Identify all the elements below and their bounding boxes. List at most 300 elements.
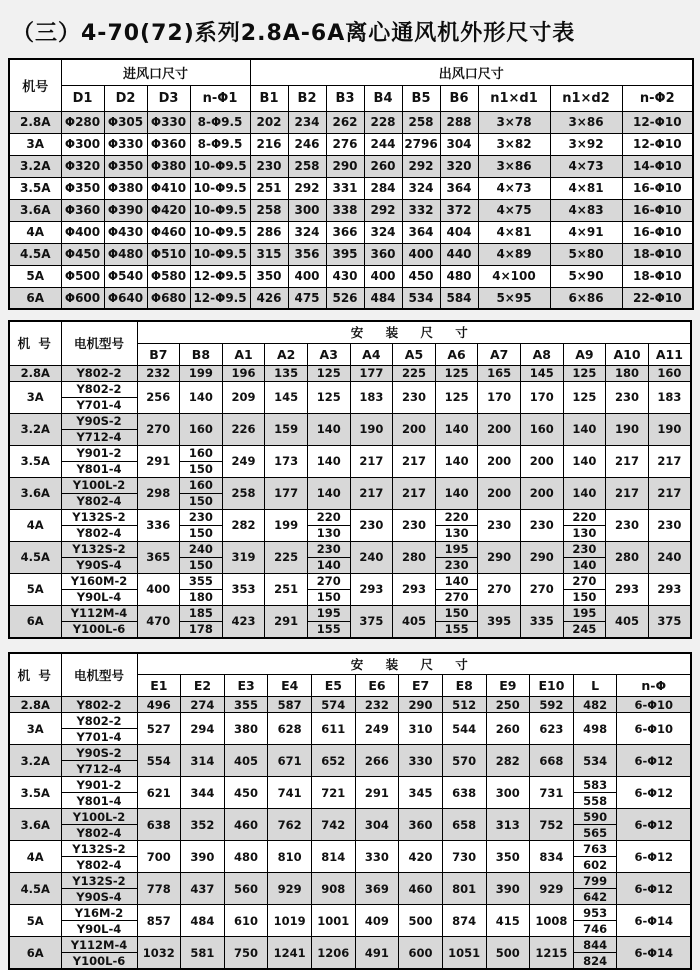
value: 220 [308, 510, 350, 525]
value-cell: 10-Φ9.5 [190, 243, 250, 265]
machine-no-cell: 4A [9, 221, 61, 243]
value-cell: 293 [350, 573, 393, 605]
value-cell: 200 [520, 445, 563, 477]
value-cell: 592 [530, 697, 574, 713]
value-cell: 16-Φ10 [622, 177, 693, 199]
value-cell: 170 [478, 381, 521, 413]
split-cell [308, 542, 350, 573]
value-cell [435, 541, 478, 573]
machine-no-header: 机 号 [9, 653, 61, 697]
value-cell [180, 605, 223, 638]
value-cell [180, 573, 223, 605]
value: 195 [564, 606, 606, 621]
table-row [9, 445, 691, 477]
value-cell: 230 [250, 155, 288, 177]
value: 178 [180, 621, 222, 637]
value-cell: 232 [355, 697, 399, 713]
machine-no-cell: 5A [9, 265, 61, 287]
motor-model: Y901-2 [62, 777, 137, 792]
value-cell: 293 [606, 573, 649, 605]
value-cell [307, 541, 350, 573]
value: 130 [436, 525, 478, 541]
machine-no-cell: 4.5A [9, 243, 61, 265]
table-row [9, 221, 693, 243]
value-cell: 246 [288, 133, 326, 155]
value-cell: 330 [399, 745, 443, 777]
value-cell: 266 [355, 745, 399, 777]
value-cell: 196 [222, 365, 265, 381]
table-row [9, 111, 693, 133]
split-cell [62, 574, 137, 605]
value-cell: 638 [442, 777, 486, 809]
value-cell: 135 [265, 365, 308, 381]
installation-dimensions-table-e [8, 652, 692, 970]
motor-model-cell [61, 445, 137, 477]
table-row [9, 713, 691, 745]
value-cell: 355 [224, 697, 268, 713]
table-body [9, 111, 693, 309]
value-cell: 584 [440, 287, 478, 309]
machine-no-cell: 5A [9, 905, 61, 937]
value-cell: 300 [486, 777, 530, 809]
table-row [9, 777, 691, 809]
value-cell: Φ330 [147, 111, 190, 133]
split-cell [574, 841, 617, 872]
motor-model: Y90S-4 [62, 888, 137, 904]
column-header: A9 [563, 343, 606, 365]
motor-model: Y132S-2 [62, 873, 137, 888]
motor-model: Y112M-4 [62, 606, 137, 621]
value: 230 [308, 542, 350, 557]
installation-dimensions-table-a [8, 320, 692, 639]
split-cell [436, 606, 478, 637]
value: 155 [308, 621, 350, 637]
value-cell: 423 [222, 605, 265, 638]
value-cell: Φ420 [147, 199, 190, 221]
value-cell: 8-Φ9.5 [190, 111, 250, 133]
value: 565 [574, 824, 617, 840]
split-cell [62, 446, 137, 477]
machine-no-cell: 3.5A [9, 445, 61, 477]
machine-no-header: 机号 [9, 59, 61, 111]
split-cell [574, 937, 617, 968]
value-cell: Φ280 [61, 111, 104, 133]
header-row [9, 653, 691, 675]
value-cell: 390 [486, 873, 530, 905]
value-cell: 420 [399, 841, 443, 873]
value-cell: 834 [530, 841, 574, 873]
table-row [9, 381, 691, 413]
value-cell [573, 873, 617, 905]
value-cell: 320 [440, 155, 478, 177]
value-cell: Φ400 [61, 221, 104, 243]
value-cell: 621 [137, 777, 181, 809]
split-cell [62, 873, 137, 904]
value-cell: 801 [442, 873, 486, 905]
motor-model-cell: Y802-2 [61, 697, 137, 713]
table-row [9, 605, 691, 638]
column-header: n-Φ2 [622, 85, 693, 111]
split-cell [564, 542, 606, 573]
value-cell: 527 [137, 713, 181, 745]
value-cell: 160 [520, 413, 563, 445]
machine-no-cell: 3.6A [9, 809, 61, 841]
value-cell: 4×81 [478, 221, 550, 243]
value: 799 [574, 873, 617, 888]
value-cell: 282 [486, 745, 530, 777]
split-cell [436, 510, 478, 541]
split-cell [564, 574, 606, 605]
value-cell [435, 509, 478, 541]
machine-no-cell: 2.8A [9, 697, 61, 713]
value-cell: 638 [137, 809, 181, 841]
value: 150 [436, 606, 478, 621]
value-cell: 491 [355, 937, 399, 970]
value-cell: 12-Φ9.5 [190, 265, 250, 287]
column-header: L [573, 675, 617, 697]
motor-model: Y802-4 [62, 493, 137, 509]
table-row [9, 809, 691, 841]
value-cell: Φ305 [104, 111, 147, 133]
value-cell: Φ680 [147, 287, 190, 309]
value-cell: 380 [224, 713, 268, 745]
motor-model: Y90S-2 [62, 745, 137, 760]
value-cell: 226 [222, 413, 265, 445]
value-cell: 6-Φ12 [617, 873, 691, 905]
split-cell [62, 809, 137, 840]
install-group-header: 安 装 尺 寸 [137, 321, 691, 343]
value-cell: 460 [224, 809, 268, 841]
value: 270 [436, 589, 478, 605]
value-cell: 750 [224, 937, 268, 970]
value-cell: 14-Φ10 [622, 155, 693, 177]
value-cell: 140 [307, 413, 350, 445]
motor-model-cell [61, 905, 137, 937]
value-cell: 140 [180, 381, 223, 413]
value-cell: 18-Φ10 [622, 265, 693, 287]
table-row [9, 697, 691, 713]
value-cell: 1241 [268, 937, 312, 970]
column-header: B8 [180, 343, 223, 365]
value-cell: 125 [563, 381, 606, 413]
value-cell: 360 [364, 243, 402, 265]
value-cell: 190 [648, 413, 691, 445]
header-row [9, 85, 693, 111]
value-cell: 10-Φ9.5 [190, 221, 250, 243]
value: 230 [180, 510, 222, 525]
value-cell: 5×80 [550, 243, 622, 265]
value-cell: 260 [486, 713, 530, 745]
value-cell: 288 [440, 111, 478, 133]
value-cell: 6-Φ10 [617, 713, 691, 745]
value-cell: 200 [478, 413, 521, 445]
value-cell [573, 777, 617, 809]
value-cell: 353 [222, 573, 265, 605]
value-cell: 140 [563, 413, 606, 445]
value-cell: 280 [393, 541, 436, 573]
outlet-group-header: 出风口尺寸 [250, 59, 693, 85]
split-cell [62, 745, 137, 776]
value: 150 [308, 589, 350, 605]
value-cell [563, 509, 606, 541]
motor-model: Y701-4 [62, 728, 137, 744]
column-header: A8 [520, 343, 563, 365]
value-cell: 4×89 [478, 243, 550, 265]
value-cell: 741 [268, 777, 312, 809]
value-cell: Φ380 [147, 155, 190, 177]
value-cell: 534 [402, 287, 440, 309]
value: 220 [436, 510, 478, 525]
motor-model: Y90S-2 [62, 414, 137, 429]
value-cell: 244 [364, 133, 402, 155]
value-cell: 1206 [312, 937, 356, 970]
column-header: A3 [307, 343, 350, 365]
value-cell: Φ350 [104, 155, 147, 177]
value-cell: 298 [137, 477, 180, 509]
value-cell: 250 [486, 697, 530, 713]
value-cell: 628 [268, 713, 312, 745]
value-cell: 6-Φ14 [617, 905, 691, 937]
value-cell: 314 [181, 745, 225, 777]
value-cell: Φ390 [104, 199, 147, 221]
motor-model-header: 电机型号 [61, 321, 137, 365]
value-cell: 8-Φ9.5 [190, 133, 250, 155]
value-cell: 731 [530, 777, 574, 809]
table-row [9, 265, 693, 287]
install-group-header: 安 装 尺 寸 [137, 653, 691, 675]
motor-model-cell [61, 873, 137, 905]
value-cell: 345 [399, 777, 443, 809]
split-cell [62, 414, 137, 445]
column-header: E6 [355, 675, 399, 697]
value-cell: 290 [326, 155, 364, 177]
motor-model-cell [61, 509, 137, 541]
value: 160 [180, 446, 222, 461]
motor-model: Y100L-2 [62, 809, 137, 824]
value-cell: 4×75 [478, 199, 550, 221]
table-row [9, 177, 693, 199]
value-cell: Φ500 [61, 265, 104, 287]
value-cell: 319 [222, 541, 265, 573]
value-cell: 668 [530, 745, 574, 777]
table-header [9, 321, 691, 365]
value-cell: Φ330 [104, 133, 147, 155]
value-cell: 140 [307, 477, 350, 509]
motor-model: Y160M-2 [62, 574, 137, 589]
inlet-group-header: 进风口尺寸 [61, 59, 250, 85]
value-cell: 1032 [137, 937, 181, 970]
value-cell: 234 [288, 111, 326, 133]
column-header: B7 [137, 343, 180, 365]
value-cell: 258 [222, 477, 265, 509]
value: 140 [436, 574, 478, 589]
value-cell: 4×73 [478, 177, 550, 199]
value-cell: 356 [288, 243, 326, 265]
value-cell: 230 [520, 509, 563, 541]
value-cell: 929 [268, 873, 312, 905]
value-cell [435, 605, 478, 638]
value-cell: 721 [312, 777, 356, 809]
machine-no-cell: 4A [9, 841, 61, 873]
value-cell: 778 [137, 873, 181, 905]
value-cell: 10-Φ9.5 [190, 155, 250, 177]
value-cell: 730 [442, 841, 486, 873]
motor-model: Y90L-4 [62, 589, 137, 605]
value-cell: 623 [530, 713, 574, 745]
split-cell [180, 478, 222, 509]
value-cell: 293 [393, 573, 436, 605]
value-cell: 290 [478, 541, 521, 573]
value-cell: 810 [268, 841, 312, 873]
value-cell: 217 [648, 477, 691, 509]
value-cell: 217 [648, 445, 691, 477]
value-cell: 360 [399, 809, 443, 841]
value-cell: 500 [486, 937, 530, 970]
value-cell: 1215 [530, 937, 574, 970]
machine-no-cell: 3.6A [9, 199, 61, 221]
value-cell: 294 [181, 713, 225, 745]
value-cell: 512 [442, 697, 486, 713]
machine-no-cell: 3A [9, 133, 61, 155]
value-cell: 292 [364, 199, 402, 221]
split-cell [180, 574, 222, 605]
table-header [9, 653, 691, 697]
value-cell: 611 [312, 713, 356, 745]
value-cell: 3×78 [478, 111, 550, 133]
value-cell [563, 541, 606, 573]
value-cell: 274 [181, 697, 225, 713]
machine-no-cell: 5A [9, 573, 61, 605]
value-cell: 200 [520, 477, 563, 509]
value-cell: 742 [312, 809, 356, 841]
value-cell: 364 [440, 177, 478, 199]
value-cell: 16-Φ10 [622, 221, 693, 243]
table-row [9, 745, 691, 777]
value: 602 [574, 856, 617, 872]
motor-model: Y100L-6 [62, 621, 137, 637]
value-cell: 460 [399, 873, 443, 905]
column-header: A1 [222, 343, 265, 365]
column-header: n-Φ1 [190, 85, 250, 111]
value-cell: 6-Φ14 [617, 937, 691, 970]
value-cell: 4×73 [550, 155, 622, 177]
value-cell: 574 [312, 697, 356, 713]
column-header: D2 [104, 85, 147, 111]
value-cell [573, 905, 617, 937]
column-header: B6 [440, 85, 478, 111]
value-cell [435, 573, 478, 605]
value-cell: 600 [399, 937, 443, 970]
value-cell: Φ640 [104, 287, 147, 309]
value-cell: 177 [265, 477, 308, 509]
value-cell: 300 [288, 199, 326, 221]
split-cell [308, 574, 350, 605]
value-cell: 338 [326, 199, 364, 221]
value-cell: 230 [606, 509, 649, 541]
value-cell: 400 [364, 265, 402, 287]
value-cell: 671 [268, 745, 312, 777]
machine-no-cell: 4.5A [9, 873, 61, 905]
value-cell: 292 [288, 177, 326, 199]
motor-model-header: 电机型号 [61, 653, 137, 697]
value: 220 [564, 510, 606, 525]
value-cell: 262 [326, 111, 364, 133]
value-cell: Φ410 [147, 177, 190, 199]
column-header: A4 [350, 343, 393, 365]
value-cell: 140 [435, 413, 478, 445]
value-cell: 251 [250, 177, 288, 199]
value-cell: Φ350 [61, 177, 104, 199]
value: 150 [564, 589, 606, 605]
value-cell: 372 [440, 199, 478, 221]
machine-no-cell: 3.2A [9, 745, 61, 777]
value-cell: 496 [137, 697, 181, 713]
value-cell: 10-Φ9.5 [190, 177, 250, 199]
value-cell: 6×86 [550, 287, 622, 309]
page-title: （三）4-70(72)系列2.8A-6A离心通风机外形尺寸表 [12, 16, 692, 47]
value-cell: 332 [402, 199, 440, 221]
value-cell: 330 [355, 841, 399, 873]
value-cell: 3×92 [550, 133, 622, 155]
value-cell: 230 [393, 509, 436, 541]
value-cell: 1008 [530, 905, 574, 937]
value-cell: Φ380 [104, 177, 147, 199]
column-header: E7 [399, 675, 443, 697]
value: 953 [574, 905, 617, 920]
table-row [9, 133, 693, 155]
value-cell: 183 [648, 381, 691, 413]
column-header: E8 [442, 675, 486, 697]
table-row [9, 199, 693, 221]
motor-model: Y16M-2 [62, 905, 137, 920]
table-row [9, 413, 691, 445]
motor-model: Y90S-4 [62, 557, 137, 573]
column-header: B3 [326, 85, 364, 111]
value: 270 [308, 574, 350, 589]
split-cell [62, 713, 137, 744]
motor-model-cell [61, 541, 137, 573]
split-cell [180, 606, 222, 637]
value-cell: 409 [355, 905, 399, 937]
motor-model-cell [61, 745, 137, 777]
motor-model-cell [61, 573, 137, 605]
table-row [9, 873, 691, 905]
split-cell [62, 905, 137, 936]
value-cell: 405 [393, 605, 436, 638]
motor-model-cell [61, 413, 137, 445]
split-cell [436, 574, 478, 605]
table-row [9, 509, 691, 541]
machine-no-cell: 6A [9, 605, 61, 638]
motor-model: Y801-4 [62, 792, 137, 808]
value-cell: 484 [364, 287, 402, 309]
value-cell: 216 [250, 133, 288, 155]
value-cell: 6-Φ10 [617, 697, 691, 713]
value-cell: 526 [326, 287, 364, 309]
value-cell [307, 509, 350, 541]
value-cell: Φ450 [61, 243, 104, 265]
value-cell: 3×86 [550, 111, 622, 133]
value-cell: 366 [326, 221, 364, 243]
value-cell: 350 [250, 265, 288, 287]
value-cell: 304 [355, 809, 399, 841]
value-cell: 140 [435, 445, 478, 477]
value-cell: 315 [250, 243, 288, 265]
value: 130 [564, 525, 606, 541]
value-cell: 437 [181, 873, 225, 905]
machine-no-header: 机 号 [9, 321, 61, 365]
value-cell: Φ360 [147, 133, 190, 155]
